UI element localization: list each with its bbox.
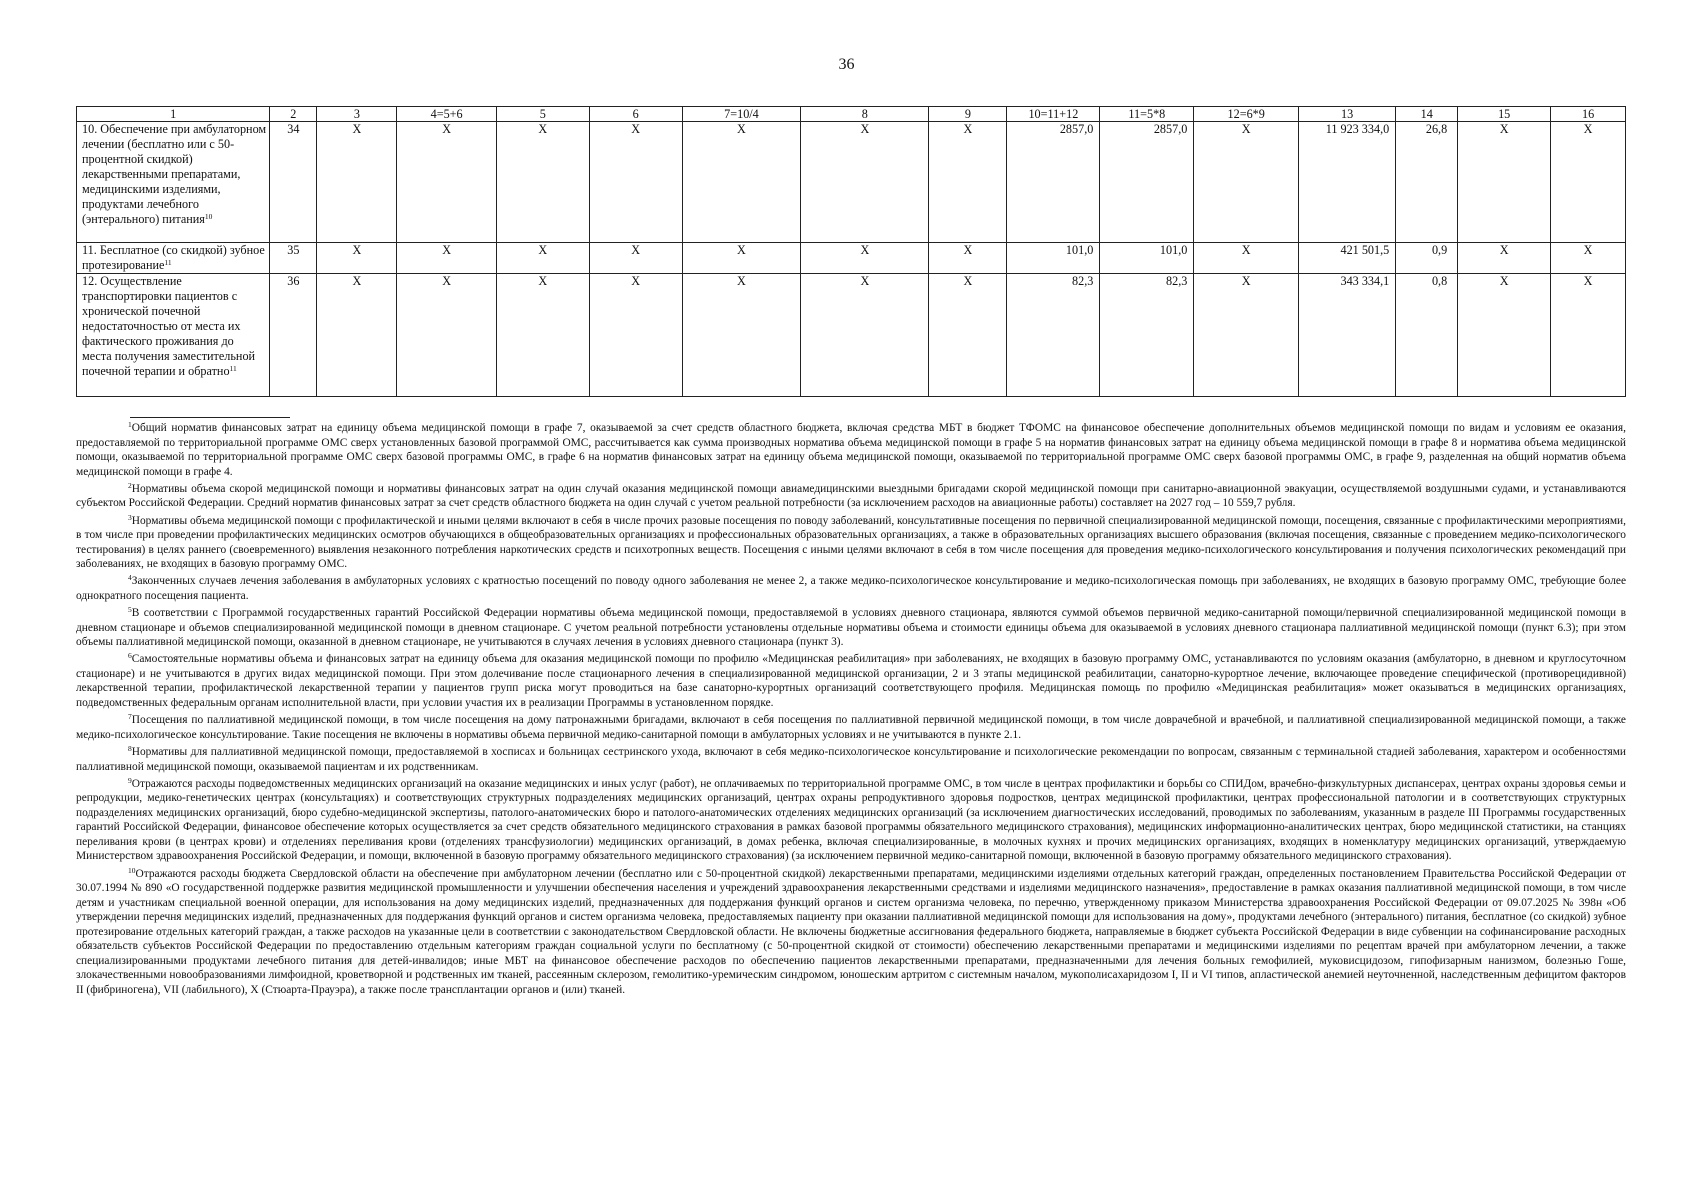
table-cell: X: [682, 243, 801, 274]
table-cell: X: [929, 243, 1007, 274]
row-name-cell: [77, 122, 270, 243]
table-cell: X: [801, 274, 929, 397]
row-footnote-ref: 11: [164, 258, 172, 267]
column-header: 14: [1396, 107, 1458, 122]
row-footnote-ref: 10: [204, 212, 213, 221]
table-cell: X: [1551, 274, 1626, 397]
table-cell: X: [397, 122, 496, 243]
table-cell: X: [496, 274, 589, 397]
footnote-number: 7: [128, 712, 132, 722]
footnote-number: 2: [128, 480, 132, 490]
table-cell: 0,8: [1396, 274, 1458, 397]
table-cell: X: [397, 274, 496, 397]
table-cell: X: [1458, 274, 1551, 397]
table-cell: X: [317, 122, 397, 243]
footnote-text: Нормативы для паллиативной медицинской помощи, предоставляемой в хосписах и больницах сестринского ухода, включают в себя медико-психологическое консультирование и психологические рекомендации по вопросам, связанным с терминальной стадией заболевания, характером и особенностями паллиативной медицинской помощи, оказываемой пациентам и их родственникам.: [76, 746, 1626, 773]
column-header: 7=10/4: [682, 107, 801, 122]
table-cell: X: [1551, 243, 1626, 274]
footnote-text: В соответствии с Программой государственных гарантий Российской Федерации нормативы объема медицинской помощи, предоставляемой в условиях дневного стационара, являются суммой объемов первичной медико-санитарной помощи/первичной специализированной медицинской помощи в дневном стационаре и объемов специализированной медицинской помощи в дневном стационаре. С учетом реальной потребности установлены отдельные нормативы объема и стоимости единицы объема для оказываемой в условиях дневного стационара паллиативной медицинской помощи (пункт 6.3); при этом объемы паллиативной медицинской помощи, оказанной в дневном стационаре, не учитываются в случаях лечения в условиях дневного стационара (пункт 3).: [76, 607, 1626, 649]
footnote: [76, 867, 1626, 998]
table-cell: X: [589, 243, 682, 274]
footnote-number: 8: [128, 744, 132, 754]
footnote-text: Самостоятельные нормативы объема и финансовых затрат на единицу объема для оказания медицинской помощи по профилю «Медицинская реабилитация» при заболеваниях, не входящих в базовую программу ОМС, устанавливаются по условиям оказания (амбулаторно, в дневном и круглосуточном стационаре) и не учитываются в других видах медицинской помощи. При этом долечивание после стационарного лечения в специализированной медицинской организации, 2 и 3 этапы медицинской реабилитации, санаторно-курортное лечение, включающее проведение специфической (противорецидивной) лекарственной терапии, профилактической лекарственной терапии у пациентов групп риска могут проводиться на базе санаторно-курортных организаций соответствующего профиля. Медицинская помощь по профилю «Медицинская реабилитация» может оказываться в медицинских организациях, подведомственных федеральным органам исполнительной власти, при условии участия их в реализации Программы в установленном порядке.: [76, 653, 1626, 709]
footnote-text: Нормативы объема медицинской помощи с профилактической и иными целями включают в себя в числе прочих разовые посещения по поводу заболеваний, консультативные посещения по первичной специализированной медицинской помощи, посещения, связанные с профилактическими мероприятиями, в том числе при проведении профилактических медицинских осмотров обучающихся в общеобразовательных организациях и профессиональных образовательных организациях, а также в образовательных организациях высшего образования (включая посещения, связанные с проведением медико-психологического тестирования) в целях раннего (своевременного) выявления незаконного потребления наркотических средств и психотропных веществ. Посещения с иными целями включают в себя в том числе посещения для проведения медико-психологического консультирования и получения психологических рекомендаций при заболеваниях, не входящих в базовую программу ОМС.: [76, 514, 1626, 571]
column-header: 16: [1551, 107, 1626, 122]
table-cell: 82,3: [1007, 274, 1100, 397]
footnote: [76, 482, 1626, 511]
table-cell: X: [317, 243, 397, 274]
footnote-text: Законченных случаев лечения заболевания в амбулаторных условиях с кратностью посещений по поводу одного заболевания не менее 2, а также медико-психологическое консультирование и медико-психологическая помощь при заболеваниях, не входящих в базовую программу ОМС, требующие более однократного посещения пациента.: [76, 575, 1626, 602]
table-cell: X: [496, 243, 589, 274]
footnote-number: 4: [128, 573, 132, 583]
table-row: [77, 122, 1626, 243]
table-cell: X: [1458, 243, 1551, 274]
footnote-text: Нормативы объема скорой медицинской помощи и нормативы финансовых затрат на один случай оказания медицинской помощи авиамедицинскими выездными бригадами скорой медицинской помощи при санитарно-авиационной эвакуации, осуществляемой воздушными судами, и устанавливаются субъектом Российской Федерации. Средний норматив финансовых затрат за счет средств областного бюджета на один случай с учетом реальной потребности (за исключением расходов на авиационные работы) составляет на 2027 год – 10 559,7 рубля.: [76, 482, 1626, 510]
footnote: [76, 574, 1626, 603]
table-cell: 11 923 334,0: [1299, 122, 1396, 243]
column-header: 10=11+12: [1007, 107, 1100, 122]
table-cell: X: [589, 122, 682, 243]
table-cell: 343 334,1: [1299, 274, 1396, 397]
row-name: 11. Бесплатное (со скидкой) зубное протезирование: [82, 243, 265, 272]
footnote-number: 5: [128, 605, 132, 615]
table-cell: X: [1194, 122, 1299, 243]
column-header: 2: [270, 107, 317, 122]
column-header: 6: [589, 107, 682, 122]
column-header: 8: [801, 107, 929, 122]
column-header: 4=5+6: [397, 107, 496, 122]
table-cell: 101,0: [1007, 243, 1100, 274]
table-cell: 101,0: [1100, 243, 1194, 274]
table-cell: 421 501,5: [1299, 243, 1396, 274]
table-cell: 2857,0: [1100, 122, 1194, 243]
footnote: [76, 777, 1626, 864]
table-cell: 26,8: [1396, 122, 1458, 243]
row-name: 12. Осуществление транспортировки пациентов с хронической почечной недостаточностью от места их фактического проживания до места получения заместительной почечной терапии и обратно: [82, 274, 256, 378]
footnote-divider: [130, 417, 290, 418]
table-cell: X: [929, 122, 1007, 243]
footnotes: [76, 421, 1626, 1000]
row-name: 10. Обеспечение при амбулаторном лечении (бесплатно или с 50-процентной скидкой) лекарственными препаратами, медицинскими изделиями, продуктами лечебного (энтерального) питания: [82, 122, 267, 226]
footnote-number: 10: [128, 865, 136, 875]
footnote: [76, 652, 1626, 710]
column-header: 1: [77, 107, 270, 122]
table-header-row: [77, 107, 1626, 122]
norms-table: [76, 106, 1626, 397]
footnote: [76, 421, 1626, 479]
table-cell: X: [317, 274, 397, 397]
row-name-cell: [77, 243, 270, 274]
table-cell: X: [682, 122, 801, 243]
table-cell: 82,3: [1100, 274, 1194, 397]
footnote-text: Общий норматив финансовых затрат на единицу объема медицинской помощи в графе 7, оказываемой за счет средств областного бюджета, включая средства МБТ в бюджет ТФОМС на финансовое обеспечение дополнительных объемов медицинской помощи по видам и условиям ее оказания, предоставляемой по территориальной программе ОМС сверх установленных базовой программой ОМС, рассчитывается как сумма производных норматива объема медицинской помощи в графе 5 на норматив финансовых затрат на единицу объема медицинской помощи в графе 8 и норматива объема медицинской помощи, оказываемой по территориальной программе ОМС сверх базовой программы ОМС, в графе 6 на норматив финансовых затрат на единицу объема медицинской помощи, оказываемой по территориальной программе ОМС сверх базовой программы ОМС, в графе 9, разделенная на общий норматив объема медицинской помощи в графе 4.: [76, 422, 1626, 478]
footnote-number: 1: [128, 420, 132, 429]
row-name-cell: [77, 274, 270, 397]
footnote-text: Отражаются расходы бюджета Свердловской области на обеспечение при амбулаторном лечении (бесплатно или с 50-процентной скидкой) лекарственными препаратами, медицинскими изделиями отдельных категорий граждан, определенных постановлением Правительства Российской Федерации от 30.07.1994 № 890 «О государственной поддержке развития медицинской промышленности и улучшении обеспечения населения и учреждений здравоохранения лекарственными средствами и изделиями медицинского назначения», предоставление в рамках оказания паллиативной медицинской помощи, в том числе детям и участникам специальной военной операции, для использования на дому медицинских изделий, предназначенных для поддержания функций органов и систем организма человека, по перечню, утвержденному приказом Министерства здравоохранения Российской Федерации от 09.07.2025 № 398н «Об утверждении перечня медицинских изделий, предназначенных для поддержания функций органов и систем организма человека, предоставляемых пациенту при оказании паллиативной медицинской помощи для использования на дому», продуктами лечебного (энтерального) питания, бесплатное (со скидкой) зубное протезирование отдельных категорий граждан, а также расходов на указанные цели в соответствии с законодательством Свердловской области. Не включены бюджетные ассигнования федерального бюджета, направляемые в бюджет субъекта Российской Федерации в виде субвенции на софинансирование расходных обязательств субъектов Российской Федерации по предоставлению отдельным категориям граждан социальной услуги по бесплатному (с 50-процентной скидкой от стоимости) обеспечению лекарственными препаратами и медицинскими изделиями по рецептам врачей при амбулаторном лечении, а также специализированными продуктами лечебного питания для детей-инвалидов; иные МБТ на финансовое обеспечение расходов по обеспечению пациентов лекарственными препаратами, предназначенными для лечения больных гемофилией, муковисцидозом, гипофизарным нанизмом, болезнью Гоше, злокачественными новообразованиями лимфоидной, кроветворной и родственных им тканей, рассеянным склерозом, гемолитико-уремическим синдромом, юношеским артритом с системным началом, мукополисахаридозом I, II и VI типов, апластической анемией неуточненной, наследственным дефицитом факторов II (фибриногена), VII (лабильного), X (Стюарта-Прауэра), а также после трансплантации органов и (или) тканей.: [76, 867, 1626, 996]
table-cell: X: [1194, 243, 1299, 274]
table-cell: X: [589, 274, 682, 397]
table-cell: 2857,0: [1007, 122, 1100, 243]
footnote-number: 9: [128, 775, 132, 785]
row-footnote-ref: 11: [229, 364, 237, 373]
table-cell: 0,9: [1396, 243, 1458, 274]
table-cell: X: [496, 122, 589, 243]
table-cell: X: [682, 274, 801, 397]
footnote-text: Отражаются расходы подведомственных медицинских организаций на оказание медицинских и иных услуг (работ), не оплачиваемых по территориальной программе ОМС, в том числе в центрах профилактики и борьбы со СПИДом, врачебно-физкультурных диспансерах, центрах охраны здоровья семьи и репродукции, медико-генетических центрах (консультациях) и соответствующих структурных подразделениях медицинских организаций, центрах охраны репродуктивного здоровья подростков, центрах медицинской профилактики, центрах профессиональной патологии и в соответствующих структурных подразделениях медицинских организаций, бюро судебно-медицинской экспертизы, патолого-анатомических бюро и патолого-анатомических отделениях медицинских организаций (за исключением диагностических исследований, проводимых по заболеваниям, указанным в разделе III Программы государственных гарантий Российской Федерации, финансовое обеспечение которых осуществляется за счет средств обязательного медицинского страхования в рамках базовой программы обязательного медицинского страхования), медицинских информационно-аналитических центрах, бюро медицинской статистики, на станциях переливания крови (в центрах крови) и отделениях переливания крови (отделениях трансфузиологии) медицинских организаций, в домах ребенка, включая специализированные, в молочных кухнях и прочих медицинских организациях, входящих в номенклатуру медицинских организаций, утверждаемую Министерством здравоохранения Российской Федерации, и помощи, включенной в базовую программу обязательного медицинского страхования) (за исключением первичной медико-санитарной помощи, включенной в базовую программу обязательного медицинского страхования).: [76, 777, 1626, 863]
table-cell: 35: [270, 243, 317, 274]
table-cell: X: [1458, 122, 1551, 243]
table-cell: X: [1194, 274, 1299, 397]
table-cell: 36: [270, 274, 317, 397]
column-header: 13: [1299, 107, 1396, 122]
column-header: 5: [496, 107, 589, 122]
footnote: [76, 713, 1626, 742]
table-cell: X: [1551, 122, 1626, 243]
footnote: [76, 745, 1626, 774]
footnote-number: 3: [128, 512, 132, 522]
footnote-text: Посещения по паллиативной медицинской помощи, в том числе посещения на дому патронажными бригадами, включают в себя посещения по паллиативной первичной медицинской помощи, в том числе доврачебной и врачебной, и паллиативной специализированной медицинской помощи, а также медико-психологическое консультирование. Такие посещения не включены в нормативы объема первичной медико-санитарной помощи в амбулаторных условиях и не учитываются в пункте 2.1.: [76, 714, 1626, 741]
table-cell: X: [801, 243, 929, 274]
table-cell: X: [397, 243, 496, 274]
table-cell: X: [801, 122, 929, 243]
column-header: 12=6*9: [1194, 107, 1299, 122]
column-header: 3: [317, 107, 397, 122]
table-cell: 34: [270, 122, 317, 243]
column-header: 11=5*8: [1100, 107, 1194, 122]
table-row: [77, 274, 1626, 397]
footnote: [76, 514, 1626, 572]
footnote-number: 6: [128, 651, 132, 661]
table-row: [77, 243, 1626, 274]
page-number: 36: [838, 56, 855, 73]
footnote: [76, 606, 1626, 650]
column-header: 9: [929, 107, 1007, 122]
table-cell: X: [929, 274, 1007, 397]
column-header: 15: [1458, 107, 1551, 122]
